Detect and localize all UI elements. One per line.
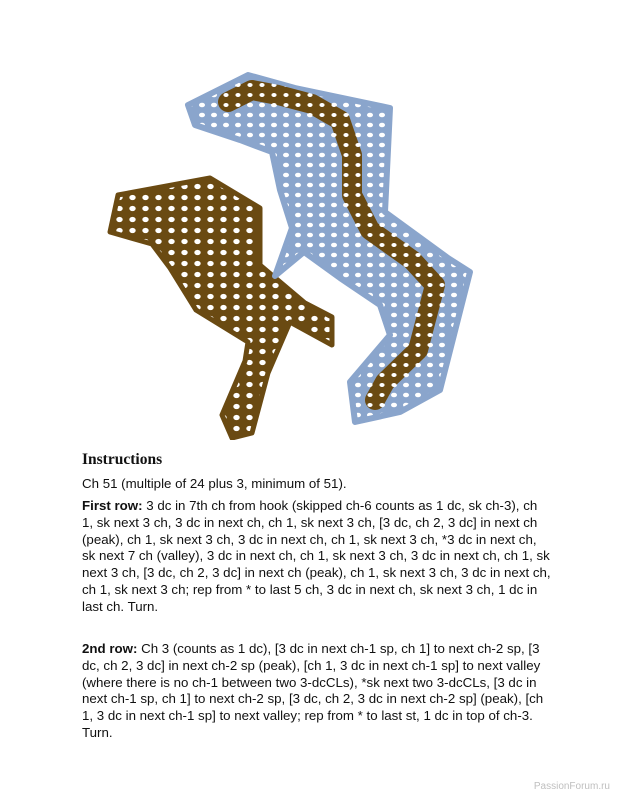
first-row-text: 3 dc in 7th ch from hook (skipped ch-6 counts as 1 dc, sk ch-3), ch 1, sk next 3 ch, 3 dc in next ch, ch 1, sk next 3 ch, [3 dc, ch 2, 3 dc] in next ch (peak), ch 1, sk next 3 ch, 3 dc in next ch, ch 1, sk next 3 ch, *3 dc in next ch, sk next 7 ch (valley), 3 dc in next ch, ch 1, sk next 3 ch, 3 dc in next ch, ch 1, sk next 3 ch, [3 dc, ch 2, 3 dc] in next ch (peak), ch 1, sk next 3 ch, 3 dc in next ch, ch 1, sk next 3 ch; rep from * to last 5 ch, 3 dc in next ch, sk next 3 ch, 1 dc in last ch. Turn. (82, 498, 551, 614)
second-row-label: 2nd row: (82, 641, 138, 656)
crochet-swatches-photo (100, 60, 510, 440)
watermark: PassionForum.ru (533, 781, 610, 792)
second-row-text: Ch 3 (counts as 1 dc), [3 dc in next ch-1 sp, ch 1] to next ch-2 sp, [3 dc, ch 2, 3 dc] in next ch-2 sp (peak), [ch 1, 3 dc in next ch-1 sp] to next valley (where there is no ch-1 between two 3-dcCLs), *sk next two 3-dcCLs, [3 dc in next ch-1 sp, ch 1] to next ch-2 sp, [3 dc, ch 2, 3 dc in next ch-2 sp] (peak), [ch 1, 3 dc in next ch-1 sp] to next valley; rep from * to last st, 1 dc in top of ch-3. Turn. (82, 641, 544, 740)
instructions-heading: Instructions (82, 451, 163, 468)
first-row-label: First row: (82, 498, 143, 513)
first-row-paragraph (82, 498, 552, 616)
intro-paragraph: Ch 51 (multiple of 24 plus 3, minimum of 51). (82, 476, 347, 491)
second-row-paragraph (82, 641, 552, 742)
